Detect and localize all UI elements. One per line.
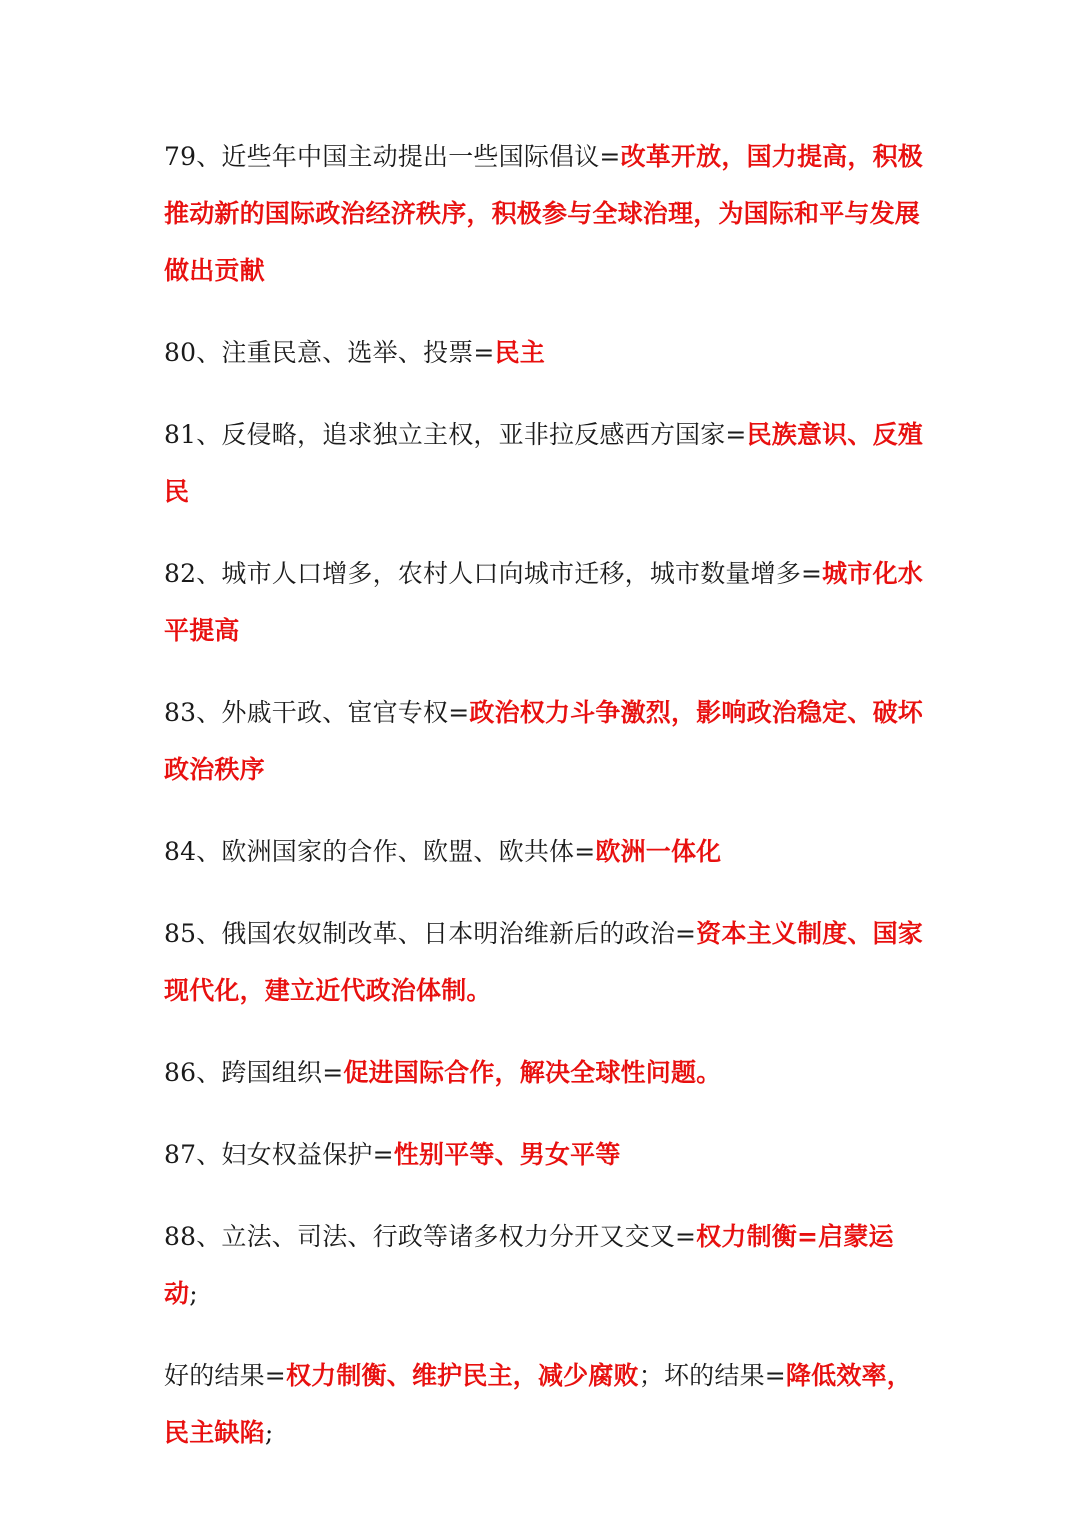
results-tail: ; — [264, 1418, 274, 1447]
item-88-question: 88、立法、司法、行政等诸多权力分开又交叉= — [164, 1222, 697, 1251]
item-82 — [164, 545, 924, 659]
item-81-answer: 民族意识、反殖民 — [164, 420, 923, 506]
item-87-question: 87、妇女权益保护= — [164, 1140, 394, 1169]
good-result-label: 好的结果= — [164, 1361, 286, 1390]
item-88-answer: 权力制衡=启蒙运动 — [164, 1222, 894, 1308]
item-87 — [164, 1126, 924, 1183]
item-88 — [164, 1208, 924, 1322]
good-result-answer: 权力制衡、维护民主，减少腐败 — [285, 1361, 639, 1390]
bad-result-answer: 降低效率，民主缺陷 — [164, 1361, 912, 1447]
content-column — [164, 128, 924, 1486]
item-85-answer: 资本主义制度、国家现代化，建立近代政治体制。 — [164, 919, 923, 1005]
item-84-question: 84、欧洲国家的合作、欧盟、欧共体= — [164, 837, 596, 866]
item-86-question: 86、跨国组织= — [164, 1058, 344, 1087]
item-79-answer: 改革开放，国力提高，积极推动新的国际政治经济秩序，积极参与全球治理，为国际和平与发展做出贡献 — [164, 142, 923, 285]
bad-result-label: ；坏的结果= — [638, 1361, 786, 1390]
item-80 — [164, 324, 924, 381]
item-80-question: 80、注重民意、选举、投票= — [164, 338, 495, 367]
item-79-question: 79、近些年中国主动提出一些国际倡议= — [164, 142, 621, 171]
item-88-tail: ; — [189, 1279, 198, 1308]
item-80-answer: 民主 — [494, 338, 545, 367]
item-79 — [164, 128, 924, 299]
item-81-question: 81、反侵略，追求独立主权，亚非拉反感西方国家= — [164, 420, 747, 449]
item-86-answer: 促进国际合作，解决全球性问题。 — [343, 1058, 722, 1087]
item-83 — [164, 684, 924, 798]
item-81 — [164, 406, 924, 520]
item-83-question: 83、外戚干政、宦官专权= — [164, 698, 470, 727]
item-84 — [164, 823, 924, 880]
item-85-question: 85、俄国农奴制改革、日本明治维新后的政治= — [164, 919, 697, 948]
item-82-question: 82、城市人口增多，农村人口向城市迁移，城市数量增多= — [164, 559, 823, 588]
item-83-answer: 政治权力斗争激烈，影响政治稳定、破坏政治秩序 — [164, 698, 923, 784]
results-paragraph — [164, 1347, 924, 1461]
item-86 — [164, 1044, 924, 1101]
item-82-answer: 城市化水平提高 — [164, 559, 923, 645]
item-85 — [164, 905, 924, 1019]
item-84-answer: 欧洲一体化 — [595, 837, 722, 866]
item-87-answer: 性别平等、男女平等 — [393, 1140, 621, 1169]
